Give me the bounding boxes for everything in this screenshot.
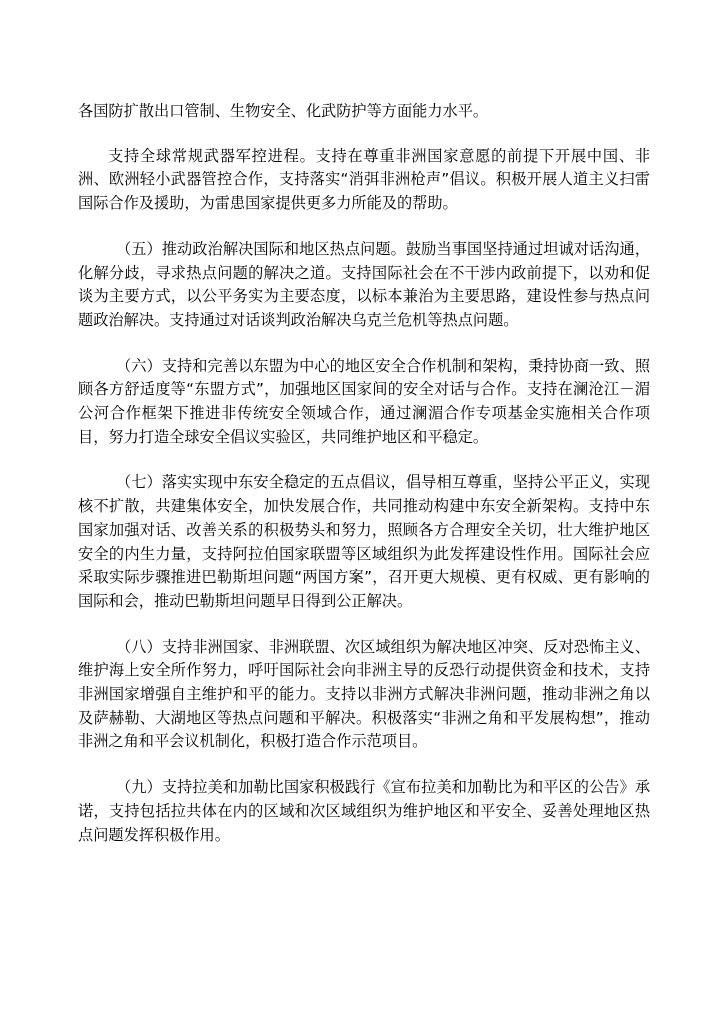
- paragraph-section-5: （五）推动政治解决国际和地区热点问题。鼓励当事国坚持通过坦诚对话沟通，化解分歧，寻求热点问题的解决之道。支持国际社会在不干涉内政前提下，以劝和促谈为主要方式，以公平务实为主要态度，以标本兼治为主要思路，建设性参与热点问题政治解决。支持通过对话谈判政治解决乌克兰危机等热点问题。: [78, 239, 650, 329]
- document-page: [78, 100, 650, 869]
- paragraph-section-7: （七）落实实现中东安全稳定的五点倡议，倡导相互尊重，坚持公平正义，实现核不扩散，共建集体安全，加快发展合作，共同推动构建中东安全新架构。支持中东国家加强对话、改善关系的积极势头和努力，照顾各方合理安全关切，壮大维护地区安全的内生力量，支持阿拉伯国家联盟等区域组织为此发挥建设性作用。国际社会应采取实际步骤推进巴勒斯坦问题“两国方案”，召开更大规模、更有权威、更有影响的国际和会，推动巴勒斯坦问题早日得到公正解决。: [78, 473, 650, 610]
- paragraph-conventional-arms: 支持全球常规武器军控进程。支持在尊重非洲国家意愿的前提下开展中国、非洲、欧洲轻小武器管控合作，支持落实“消弭非洲枪声”倡议。积极开展人道主义扫雷国际合作及援助，为雷患国家提供更多力所能及的帮助。: [78, 146, 650, 213]
- paragraph-section-6: （六）支持和完善以东盟为中心的地区安全合作机制和架构，秉持协商一致、照顾各方舒适度等“东盟方式”，加强地区国家间的安全对话与合作。支持在澜沧江－湄公河合作框架下推进非传统安全领域合作，通过澜湄合作专项基金实施相关合作项目，努力打造全球安全倡议实验区，共同维护地区和平稳定。: [78, 356, 650, 446]
- paragraph-section-8: （八）支持非洲国家、非洲联盟、次区域组织为解决地区冲突、反对恐怖主义、维护海上安全所作努力，呼吁国际社会向非洲主导的反恐行动提供资金和技术，支持非洲国家增强自主维护和平的能力。支持以非洲方式解决非洲问题，推动非洲之角以及萨赫勒、大湖地区等热点问题和平解决。积极落实“非洲之角和平发展构想”，推动非洲之角和平会议机制化，积极打造合作示范项目。: [78, 637, 650, 751]
- paragraph-section-9: （九）支持拉美和加勒比国家积极践行《宣布拉美和加勒比为和平区的公告》承诺，支持包括拉共体在内的区域和次区域组织为维护地区和平安全、妥善处理地区热点问题发挥积极作用。: [78, 778, 650, 844]
- paragraph-continuation: 各国防扩散出口管制、生物安全、化武防护等方面能力水平。: [78, 102, 489, 120]
